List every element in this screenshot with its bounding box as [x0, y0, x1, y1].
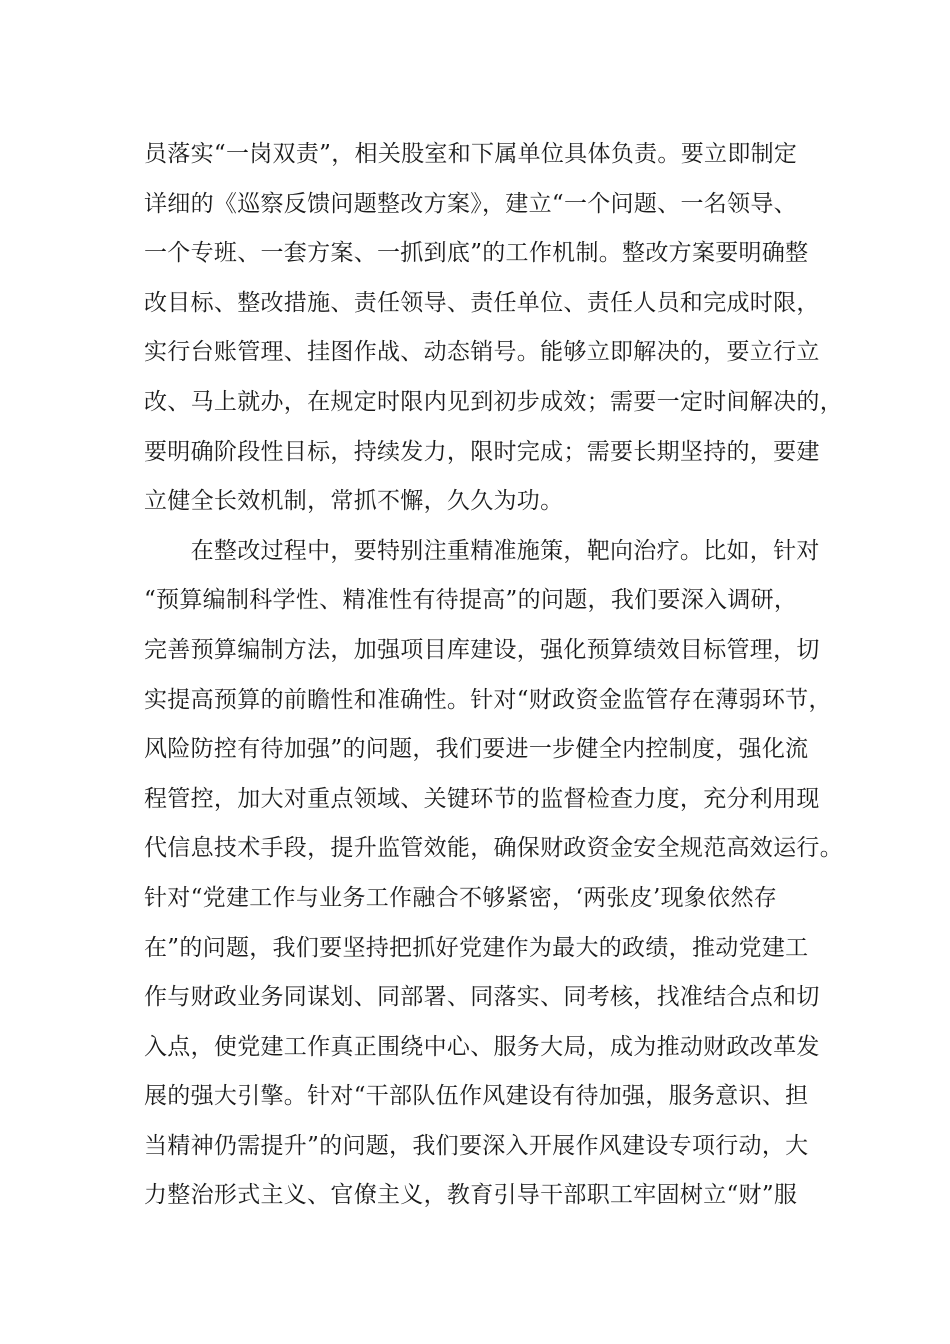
- text-line: 入点，使党建工作真正围绕中心、服务大局，成为推动财政改革发: [144, 1033, 820, 1060]
- body-text: [144, 130, 843, 1221]
- text-line: 立健全长效机制，常抓不懈，久久为功。: [144, 488, 564, 515]
- text-line: 力整治形式主义、官僚主义，教育引导干部职工牢固树立“财”服: [144, 1182, 798, 1209]
- text-line: 详细的《巡察反馈问题整改方案》，建立“一个问题、一名领导、: [144, 190, 797, 217]
- text-line: 风险防控有待加强”的问题，我们要进一步健全内控制度，强化流: [144, 736, 809, 763]
- text-line: 实提高预算的前瞻性和准确性。针对“财政资金监管存在薄弱环节，: [144, 686, 832, 713]
- text-line: 一个专班、一套方案、一抓到底”的工作机制。整改方案要明确整: [144, 240, 809, 267]
- text-line: 作与财政业务同谋划、同部署、同落实、同考核，找准结合点和切: [144, 984, 820, 1011]
- text-line: 要明确阶段性目标，持续发力，限时完成；需要长期坚持的，要建: [144, 438, 820, 465]
- text-line: 员落实“一岗双责”，相关股室和下属单位具体负责。要立即制定: [144, 141, 798, 167]
- text-line: 完善预算编制方法，加强项目库建设，强化预算绩效目标管理，切: [144, 636, 820, 663]
- text-line: 当精神仍需提升”的问题，我们要深入开展作风建设专项行动，大: [144, 1132, 809, 1159]
- text-line: 在”的问题，我们要坚持把抓好党建作为最大的政绩，推动党建工: [144, 934, 809, 961]
- text-line: 改、马上就办，在规定时限内见到初步成效；需要一定时间解决的，: [144, 388, 843, 415]
- text-line: 程管控，加大对重点领域、关键环节的监督检查力度，充分利用现: [144, 785, 820, 812]
- paragraph-start-line: 在整改过程中，要特别注重精准施策，靶向治疗。比如，针对: [144, 537, 820, 564]
- text-line: 改目标、整改措施、责任领导、责任单位、责任人员和完成时限，: [144, 289, 820, 316]
- text-line: 针对“党建工作与业务工作融合不够紧密，‘两张皮’现象依然存: [144, 884, 778, 911]
- text-line: 实行台账管理、挂图作战、动态销号。能够立即解决的，要立行立: [144, 339, 820, 366]
- text-line: 展的强大引擎。针对“干部队伍作风建设有待加强，服务意识、担: [144, 1083, 809, 1110]
- text-line: “预算编制科学性、精准性有待提高”的问题，我们要深入调研，: [144, 587, 798, 614]
- text-line: 代信息技术手段，提升监管效能，确保财政资金安全规范高效运行。: [144, 835, 843, 862]
